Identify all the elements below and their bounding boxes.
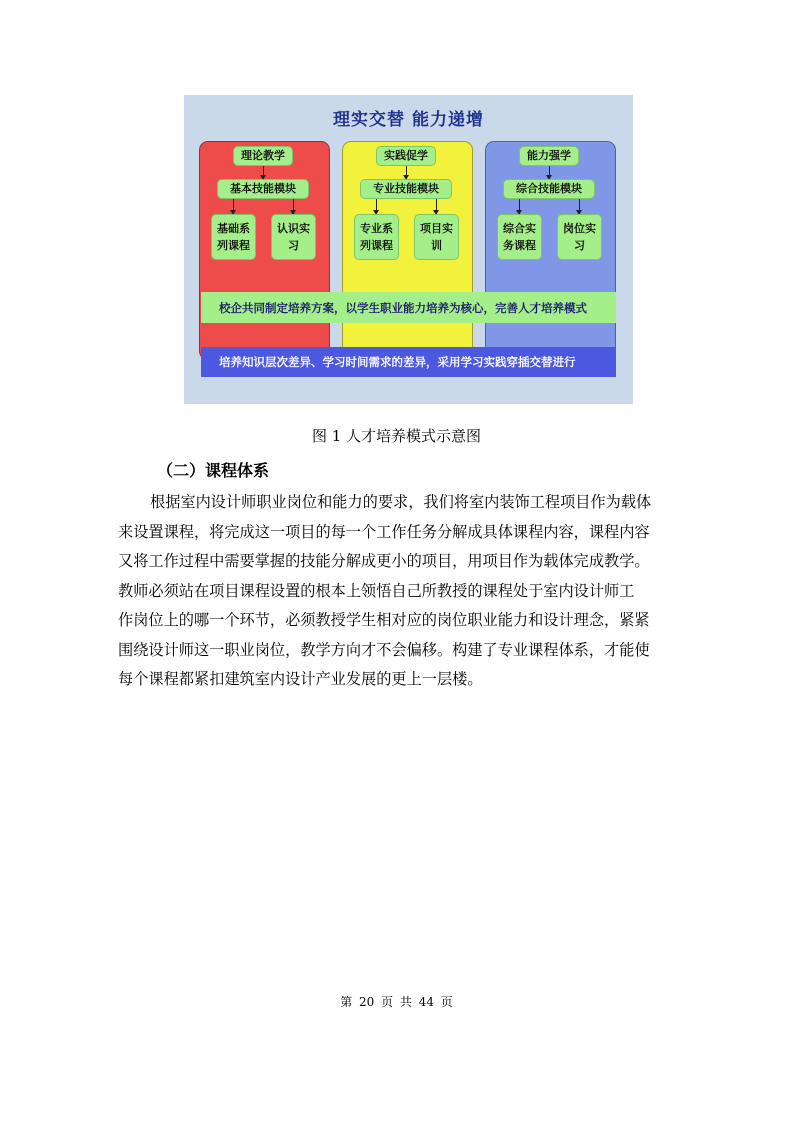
paragraph-line: 作岗位上的哪一个环节，必须教授学生相对应的岗位职业能力和设计理念，紧紧	[118, 611, 650, 629]
panel-module-box: 专业技能模块	[360, 179, 452, 199]
arrow-down-icon	[376, 199, 377, 214]
paragraph-line: 根据室内设计师职业岗位和能力的要求，我们将室内装饰工程项目作为载体	[150, 493, 652, 511]
panel-leaf-left: 基础系列课程	[211, 214, 256, 260]
panel-leaf-right: 岗位实习	[557, 214, 602, 260]
paragraph-line: 围绕设计师这一职业岗位，教学方向才不会偏移。构建了专业课程体系，才能使	[118, 640, 650, 659]
arrow-down-icon	[519, 199, 520, 214]
arrow-down-icon	[263, 166, 264, 179]
panel-top-box: 能力强学	[519, 146, 579, 166]
paragraph-line: 每个课程都紧扣建筑室内设计产业发展的更上一层楼。	[118, 670, 483, 688]
panel-professional-skills	[342, 141, 473, 360]
paragraph-line: 来设置课程，将完成这一项目的每一个工作任务分解成具体课程内容，课程内容	[118, 522, 650, 541]
figure-title: 理实交替 能力递增	[333, 110, 484, 130]
panel-basic-skills	[199, 141, 330, 360]
panel-module-box: 综合技能模块	[503, 179, 595, 199]
panel-top-box: 实践促学	[376, 146, 436, 166]
panel-leaf-right: 认识实习	[271, 214, 316, 260]
body-paragraph	[118, 488, 684, 695]
panel-comprehensive-skills	[485, 141, 616, 360]
panel-leaf-left: 专业系列课程	[354, 214, 399, 260]
paragraph-line: 又将工作过程中需要掌握的技能分解成更小的项目，用项目作为载体完成教学。	[118, 552, 650, 570]
page-footer: 第 20 页 共 44 页	[340, 995, 453, 1009]
section-heading: （二）课程体系	[157, 461, 270, 480]
school-enterprise-bar: 校企共同制定培养方案，以学生职业能力培养为核心，完善人才培养模式	[201, 292, 616, 323]
arrow-down-icon	[406, 166, 407, 179]
panel-module-box: 基本技能模块	[217, 179, 309, 199]
paragraph-line: 教师必须站在项目课程设置的根本上领悟自己所教授的课程处于室内设计师工	[118, 581, 635, 600]
alternating-practice-bar: 培养知识层次差异、学习时间需求的差异，采用学习实践穿插交替进行	[201, 347, 616, 377]
arrow-down-icon	[549, 166, 550, 179]
training-model-figure	[184, 95, 633, 404]
arrow-down-icon	[293, 199, 294, 214]
panel-leaf-right: 项目实训	[414, 214, 459, 260]
arrow-down-icon	[436, 199, 437, 214]
figure-caption: 图 1 人才培养模式示意图	[311, 427, 482, 445]
panel-leaf-left: 综合实务课程	[497, 214, 542, 260]
panel-top-box: 理论教学	[233, 146, 293, 166]
arrow-down-icon	[233, 199, 234, 214]
arrow-down-icon	[579, 199, 580, 214]
